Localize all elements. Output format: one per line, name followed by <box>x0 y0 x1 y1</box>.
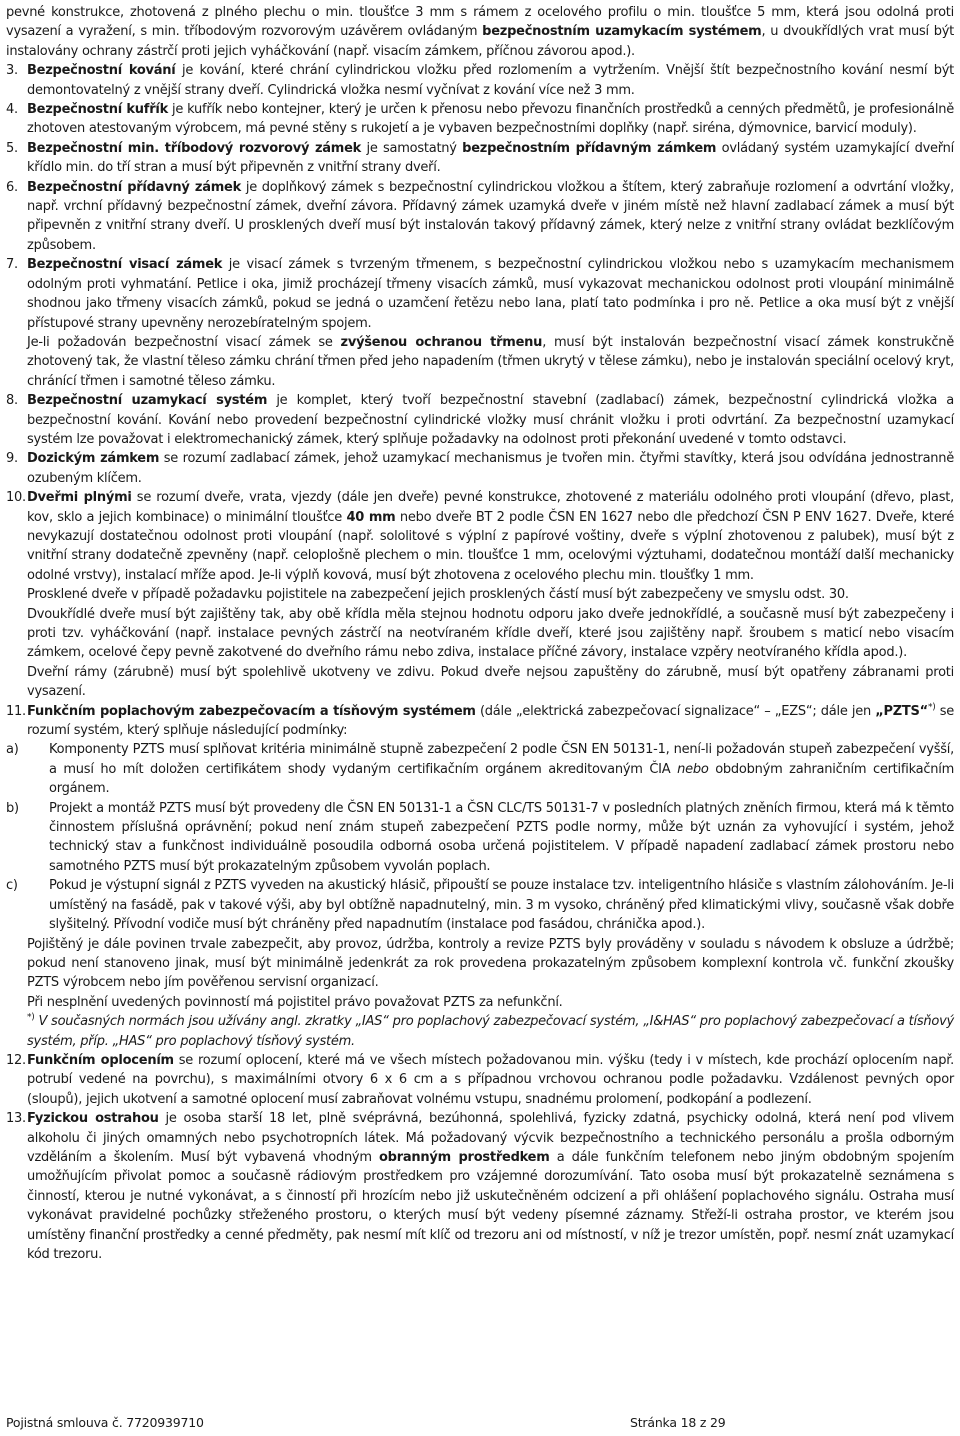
definition-item-7 <box>6 255 954 391</box>
condition-item-a <box>6 740 954 798</box>
intro-text-1: pevné konstrukce, zhotovená z plného plechu o min. tloušťce 3 mm s rámem z ocelového profilu o min. tloušťce 5 mm, která jsou odolná proti vysazení a vyražení, s min. tříbodovým rozvorovým uzávěrem ovládaným <box>6 5 954 40</box>
definition-item-9 <box>6 449 954 488</box>
definition-text: je kování, které chrání cylindrickou vložku před rozlomením a vytržením. Vnější štít bezpečnostního kování nesmí být demontovatelný z vnější strany dveří. Cylindrická vložka nesmí vyčnívat z kování více než 3 mm. <box>27 63 955 98</box>
definition-text: je visací zámek s tvrzeným třmenem, s bezpečnostní cylindrickou vložkou nebo s uzamykacím mechanismem odolným proti vyhmatání. Petlice i oka, jimiž procházejí třmeny visacích zámků, musí vykazovat mechanickou odolnost proti vloupání minimálně shodnou jako třmeny visacích zámků, pokud se jedná o uzamčení řetězu nebo lana, platí tato podmínka i pro ně. Petlice a oka musí být z vnější přístupové strany upevněny nerozebíratelným spojem. <box>27 257 954 331</box>
definition-item-6 <box>6 178 954 256</box>
item-number: 13. <box>6 1111 26 1127</box>
term-secondary: 40 mm <box>346 509 396 525</box>
definition-text-2: nebo dveře BT 2 podle ČSN EN 1627 nebo dle předchozí ČSN P ENV 1627. Dveře, které nevykazují dostatečnou odolnost proti vloupání (např. sololitové s výplní z papírové voštiny, dveře s výplní zhotovenou z palubek), musí být z vnitřní strany dodatečně zpevněny (např. celoplošně plechem o min. tloušťce 1 mm, ocelovými výztuhami, dodatečnou montáží další mechanicky odolné vrstvy), instalací mříže apod. Je-li výplň kovová, musí být zhotovena z ocelového plechu min. tloušťky 1 mm. <box>27 509 954 583</box>
term: Funkčním poplachovým zabezpečovacím a tísňovým systémem <box>27 703 476 719</box>
condition-text: Pokud je výstupní signál z PZTS vyveden na akustický hlásič, připouští se pouze instalace tzv. inteligentního hlásiče s vlastním zálohováním. Je-li umístěný na fasádě, pak v takové výši, aby byl obtížně napadnutelný, min. 3 m vysoko, chráněný před klimatickými vlivy, současně však dobře slyšitelný. Přívodní vodiče musí být chráněny před napadnutím (instalace pod fasádou, chránička apod.). <box>49 878 954 933</box>
definition-paragraph-4: Dveřní rámy (zárubně) musí být spolehlivě ukotveny ve zdivu. Pokud dveře nejsou zapuštěny do zárubně, musí být opatřeny zábranami proti vysazení. <box>27 664 954 700</box>
term-secondary: zvýšenou ochranou třmenu <box>340 334 543 350</box>
item-number: 6. <box>6 179 18 195</box>
term: Funkčním oplocením <box>27 1052 174 1068</box>
definition-item-11 <box>6 702 954 1051</box>
definition-text: je komplet, který tvoří bezpečnostní stavební (zadlabací) zámek, bezpečnostní cylindrická vložka a bezpečnostní kování. Kování nebo provedení bezpečnostní cylindrické vložky musí chránit vložku i proti odvrtání. Za bezpečnostní uzamykací systém lze považovat i elektromechanický zámek, který splňuje požadavky na odolnost proti překonání uvedené v tomto odstavci. <box>27 393 954 447</box>
definition-text: je kufřík nebo kontejner, který je určen k přenosu nebo převozu finančních prostředků a cenných předmětů, je profesionálně zhotoven atestovaným výrobcem, má pevné stěny s rukojetí a je vybaven bezpečnostními doplňky (např. siréna, dýmovnice, barvicí moduly). <box>27 102 954 137</box>
document-body <box>6 3 954 1264</box>
intro-paragraph <box>6 3 954 61</box>
term: Dveřmi plnými <box>27 490 132 506</box>
definition-item-13 <box>6 1109 954 1264</box>
page-footer <box>6 1414 954 1432</box>
term-secondary: bezpečnostním přídavným zámkem <box>462 140 717 156</box>
item-number: 3. <box>6 63 18 79</box>
policy-number: Pojistná smlouva č. 7720939710 <box>6 1415 204 1430</box>
intro-text-2: , u dvoukřídlých vrat musí být instalovány ochrany zástrčí proti jejich vyháčkování (např. visacím zámkem, příčnou závorou apod.). <box>6 24 954 59</box>
definition-text: se rozumí zadlabací zámek, jehož uzamykací mechanismus je tvořen min. čtyřmi stavítky, která jsou odvídána jednostranně ozubeným klíčem. <box>27 451 955 486</box>
definition-item-5 <box>6 139 954 178</box>
item-number: 4. <box>6 102 18 118</box>
item-number: 11. <box>6 703 26 719</box>
item-number: 5. <box>6 140 18 156</box>
definition-text: (dále „elektrická zabezpečovací signalizace“ – „EZS“; dále jen <box>475 703 876 719</box>
definition-item-8 <box>6 391 954 449</box>
term-secondary: obranným prostředkem <box>378 1149 550 1165</box>
term: Bezpečnostní kování <box>27 63 176 79</box>
term: Bezpečnostní přídavný zámek <box>27 179 241 195</box>
definition-text: se rozumí dveře, vrata, vjezdy (dále jen dveře) pevné konstrukce, zhotovené z materiálu odolného proti vloupání (dřevo, plast, kov, sklo a jejich kombinace) o minimální tloušťce <box>27 490 955 525</box>
footnote-marker: *) <box>27 1012 35 1023</box>
definition-paragraph-3: Dvoukřídlé dveře musí být zajištěny tak, aby obě křídla měla stejnou hodnotu odporu jako dveře jednokřídlé, a současně musí být zabezpečeny i proti tzv. vyháčkování (např. instalace pevných zástrčí na neotvíraném křídle dveří, které jsou zajištěny např. šroubem s maticí nebo visacím zámkem, ocelové čepy pevně zakotvené do dveřního rámu nebo zdiva, instalace příčné závory, instalace vzpěry neotvíraného křídla apod.). <box>27 606 954 661</box>
definition-text: je doplňkový zámek s bezpečnostní cylindrickou vložkou a štítem, který zabraňuje rozlomení a odvrtání vložky, např. vrchní přídavný bezpečnostní zámek, dveřní závora. Přídavný zámek uzamyká dveře v jiném místě než hlavní zadlabací zámek a musí být připevněn z vnitřní strany dveří. U prosklených dveří musí být instalován takový přídavný zámek, který nelze z vnitřní strany ovládat bezklíčovým způsobem. <box>27 179 954 253</box>
definition-paragraph-2: Pojištěný je dále povinen trvale zabezpečit, aby provoz, údržba, kontroly a revize PZTS byly prováděny v souladu s návodem k obsluze a údržbě; pokud není stanoveno jinak, musí být minimálně jedenkrát za rok provedena prokazatelným způsobem komplexní kontrola vč. funkční zkoušky PZTS výrobcem nebo jím pověřenou servisní organizací. <box>27 936 954 991</box>
condition-text: Komponenty PZTS musí splňovat kritéria minimálně stupně zabezpečení 2 podle ČSN EN 50131-1, není-li požadován stupeň zabezpečení vyšší, a musí ho mít doložen certifikátem shody vydaným certifikačním orgánem akreditovaným ČIA <box>49 742 954 777</box>
item-number: 8. <box>6 393 18 409</box>
condition-letter: a) <box>6 742 19 758</box>
term-secondary: „PZTS“ <box>875 703 928 719</box>
definition-text-2: ovládaný systém uzamykající dveřní křídlo min. do tří stran a musí být připevněn z vnitřní strany dveří. <box>27 140 954 176</box>
definition-paragraph-2: Prosklené dveře v případě požadavku pojistitele na zabezpečení jejich prosklených částí musí být zabezpečeny ve smyslu odst. 30. <box>27 587 849 603</box>
item-number: 12. <box>6 1052 26 1068</box>
term: Bezpečnostní kufřík <box>27 102 168 118</box>
footnote <box>27 1012 954 1051</box>
definition-paragraph-3: Při nesplnění uvedených povinností má pojistitel právo považovat PZTS za nefunkční. <box>27 994 563 1010</box>
definition-item-3 <box>6 61 954 100</box>
definition-text-2: a dále funkčním telefonem nebo jiným obdobným spojením umožňujícím přivolat pomoc a současně rádiovým prostředkem pro vzájemné dorozumívání. Tato osoba musí být prokazatelně seznámena s činností, kterou je nutné vykonávat, a s činností při hrozícím nebo již uskutečněném odcizení a při ohlášení poplachového signálu. Ostraha musí vykonávat pravidelné pochůzky střeženého prostoru, o kterých musí být vedeny písemné záznamy. Střeží-li ostraha prostor, ve kterém jsou umístěny finanční prostředky a cenné předměty, pak nesmí mít klíč od trezoru ani od místností, v níž je trezor umístěn, popř. nesmí znát uzamykací kód trezoru. <box>27 1149 954 1262</box>
term: Bezpečnostní uzamykací systém <box>27 393 268 409</box>
condition-list <box>6 740 954 934</box>
condition-text-2: obdobným zahraničním certifikačním orgánem. <box>49 761 955 797</box>
page-number: Stránka 18 z 29 <box>630 1415 726 1430</box>
definition-item-12 <box>6 1051 954 1109</box>
definition-item-10 <box>6 488 954 701</box>
definition-text: se rozumí oplocení, které má ve všech místech požadovanou min. výšku (tedy i v místech, kde prochází oplocením např. potrubí vedené na povrchu), s maximálními otvory 6 x 6 cm a s případnou vrchovou ochranou podle požadavku. Vzdálenost pevných opor (sloupů), jejich ukotvení a samotné oplocení musí zabraňovat volnému vstupu, snadnému prolomení, podkopání a podlezení. <box>27 1052 954 1107</box>
definition-text: je samostatný <box>361 140 463 156</box>
item-number: 7. <box>6 257 18 273</box>
item-number: 9. <box>6 451 18 467</box>
term: Bezpečnostní visací zámek <box>27 257 223 273</box>
condition-text: Projekt a montáž PZTS musí být provedeny dle ČSN EN 50131-1 a ČSN CLC/TS 50131-7 v posledních platných zněních firmou, která má k těmto činnostem příslušná oprávnění; pokud není znám stupeň zabezpečení PZTS podle normy, může být uznán za vyhovující i systém, jehož technický stav a funkčnost individuálně posoudila odborná osoba určená pojistitelem. V případě napadení zadlabací zámek prostoru nebo samotného PZTS musí být prokazatelným způsobem vyvolán poplach. <box>49 800 954 874</box>
item-number: 10. <box>6 490 26 506</box>
term: Dozickým zámkem <box>27 451 160 467</box>
definition-text-2: Je-li požadován bezpečnostní visací zámek se <box>27 334 341 350</box>
condition-letter: b) <box>6 800 19 816</box>
intro-bold: bezpečnostním uzamykacím systémem <box>482 24 762 40</box>
definition-item-4 <box>6 100 954 139</box>
condition-item-b <box>6 799 954 877</box>
definition-text: je osoba starší 18 let, plně svéprávná, bezúhonná, spolehlivá, fyzicky zdatná, psychicky odolná, která není pod vlivem alkoholu či jiných omamných nebo psychotropních látek. Má požadovaný výcvik bezpečnostního a technického personálu a prošla odborným vzděláním a školením. Musí být vybavená vhodným <box>27 1111 954 1165</box>
definition-text-3: , musí být instalován bezpečnostní visací zámek konstrukčně zhotovený tak, že vlastní těleso zámku chrání třmen před jeho napadením (třmen ukrytý v tělese zámku), nebo je instalován speciální ocelový kryt, chránící třmen i samotné těleso zámku. <box>27 334 954 389</box>
condition-letter: c) <box>6 878 18 894</box>
definition-text-2: se rozumí systém, který splňuje následující podmínky: <box>27 703 955 739</box>
footnote-marker: *) <box>927 702 936 713</box>
footnote-text: V současných normách jsou užívány angl. zkratky „IAS“ pro poplachový zabezpečovací systém, „I&HAS“ pro poplachový zabezpečovací a tísňový systém, příp. „HAS“ pro poplachový tísňový systém. <box>27 1014 954 1049</box>
condition-italic: nebo <box>677 761 709 777</box>
term: Bezpečnostní min. tříbodový rozvorový zámek <box>27 140 362 156</box>
term: Fyzickou ostrahou <box>27 1111 159 1127</box>
condition-item-c <box>6 876 954 934</box>
